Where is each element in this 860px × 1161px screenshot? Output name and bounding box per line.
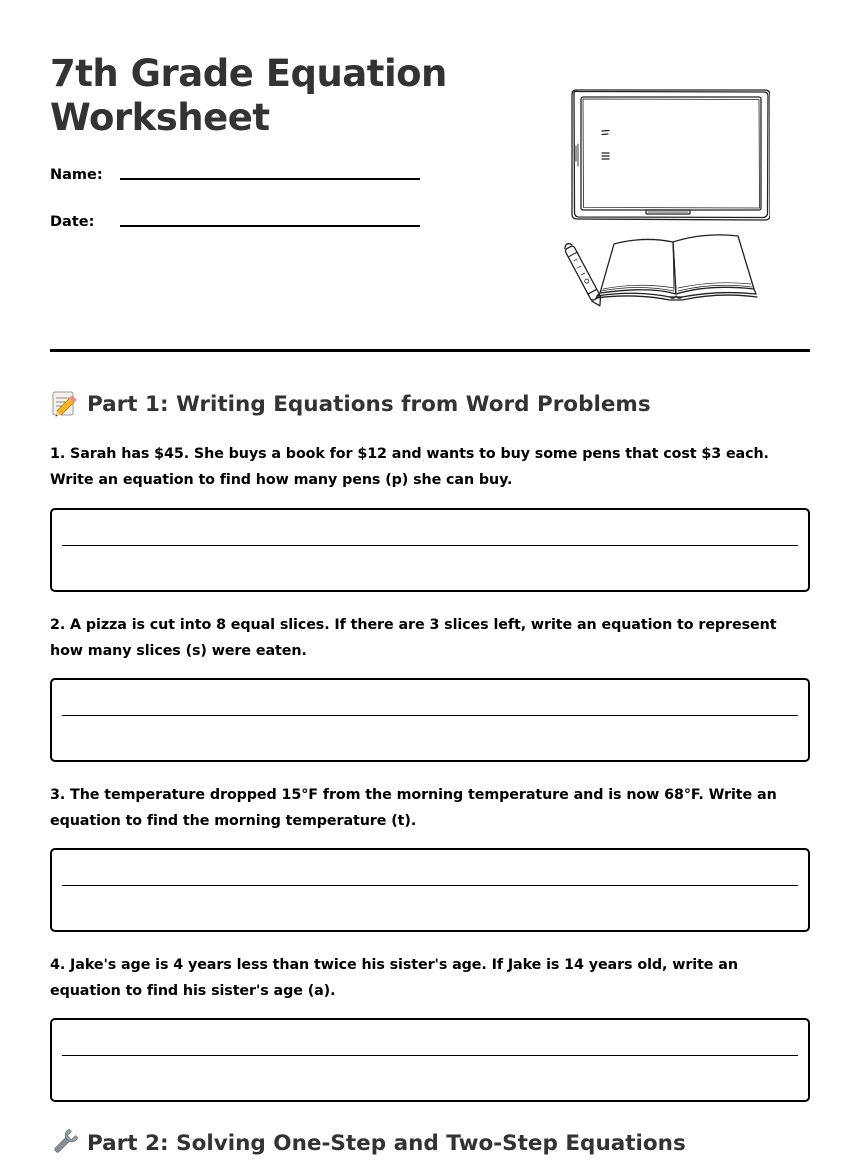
date-label: Date: xyxy=(50,214,95,230)
answer-line-1[interactable] xyxy=(62,545,798,546)
title-line-1: 7th Grade Equation xyxy=(50,52,447,95)
question-4-text: 4. Jake's age is 4 years less than twice his sister's age. If Jake is 14 years old, write an equation to find his sister's age (a). xyxy=(50,957,738,999)
question-1-text: 1. Sarah has $45. She buys a book for $12 and wants to buy some pens that cost $3 each. Write an equation to find how many pens (p) she can buy. xyxy=(50,446,769,488)
answer-box-4[interactable] xyxy=(50,1018,810,1102)
answer-line-3[interactable] xyxy=(62,885,798,886)
answer-box-3[interactable] xyxy=(50,848,810,932)
answer-box-2[interactable] xyxy=(50,678,810,762)
question-3-text: 3. The temperature dropped 15°F from the morning temperature and is now 68°F. Write an equation to find the morning temperature (t). xyxy=(50,787,777,829)
title-line-2: Worksheet xyxy=(50,96,270,139)
wrench-icon xyxy=(50,1128,80,1156)
date-field[interactable] xyxy=(50,212,420,236)
worksheet-page xyxy=(50,0,810,1161)
name-label: Name: xyxy=(50,167,103,183)
name-write-line[interactable] xyxy=(120,178,420,180)
pencil-icon xyxy=(563,242,605,308)
date-write-line[interactable] xyxy=(120,225,420,227)
page-title xyxy=(50,52,447,140)
chalkboard-icon xyxy=(572,90,770,220)
memo-pencil-icon xyxy=(50,389,80,417)
answer-box-1[interactable] xyxy=(50,508,810,592)
section-divider xyxy=(50,349,810,352)
part-2-title: Part 2: Solving One-Step and Two-Step Equations xyxy=(87,1131,686,1156)
part-1-heading xyxy=(50,389,651,420)
open-book-icon xyxy=(596,235,757,300)
name-field[interactable] xyxy=(50,165,420,189)
answer-line-2[interactable] xyxy=(62,715,798,716)
answer-line-4[interactable] xyxy=(62,1055,798,1056)
part-1-title: Part 1: Writing Equations from Word Problems xyxy=(87,392,651,417)
part-2-heading xyxy=(50,1128,686,1159)
chalkboard-book-pencil-illustration xyxy=(554,86,770,308)
question-2-text: 2. A pizza is cut into 8 equal slices. If there are 3 slices left, write an equation to represent how many slices (s) were eaten. xyxy=(50,617,777,659)
